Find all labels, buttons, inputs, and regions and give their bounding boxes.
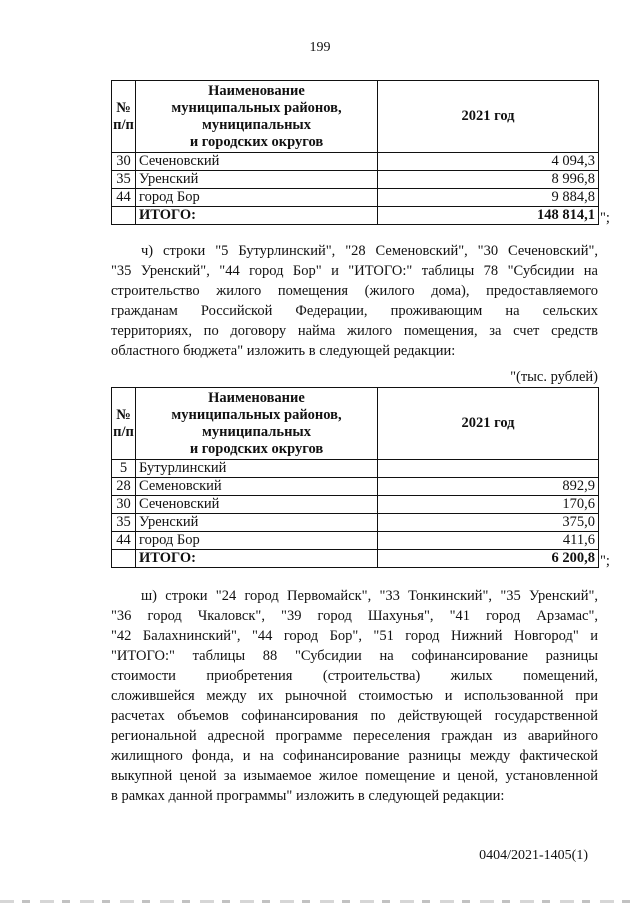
table-row — [112, 478, 599, 496]
row-number: 30 — [112, 153, 136, 171]
paragraph-line: "ИТОГО:" таблицы 88 "Субсидии на софинансирование разницы — [111, 648, 598, 664]
paragraph-line: расчетах объемов софинансирования по действующей государственной — [111, 708, 598, 724]
paragraph-line: сложившейся между их рыночной стоимостью и использованной при — [111, 688, 598, 704]
header-name — [136, 388, 378, 460]
row-value: 4 094,3 — [378, 153, 599, 171]
paragraph-line: в рамках данной программы" изложить в следующей редакции: — [111, 788, 505, 804]
total-row — [112, 550, 599, 568]
row-value: 892,9 — [378, 478, 599, 496]
paragraph-line: "42 Балахнинский", "44 город Бор", "51 город Нижний Новгород" и — [111, 628, 598, 644]
table-row — [112, 189, 599, 207]
total-label: ИТОГО: — [136, 207, 378, 225]
row-number: 44 — [112, 189, 136, 207]
row-number: 30 — [112, 496, 136, 514]
header-no-abbrev: п/п — [113, 423, 134, 440]
header-no-abbrev: п/п — [113, 116, 134, 133]
header-name — [136, 81, 378, 153]
paragraph-sh — [111, 586, 598, 806]
row-number: 28 — [112, 478, 136, 496]
paragraph-line: "36 город Чкаловск", "39 город Шахунья", "41 город Арзамас", — [111, 608, 598, 624]
row-name: Бутурлинский — [136, 460, 378, 478]
total-number-cell — [112, 550, 136, 568]
paragraph-ch — [111, 241, 598, 361]
row-number: 5 — [112, 460, 136, 478]
row-name: город Бор — [136, 532, 378, 550]
row-number: 35 — [112, 514, 136, 532]
paragraph-line: жилищного фонда, и на софинансирование разницы между фактической — [111, 748, 598, 764]
paragraph-line: выкупной ценой за изымаемое жилое помещение и ценой, установленной — [111, 768, 598, 784]
page-number: 199 — [309, 40, 331, 55]
row-name: Семеновский — [136, 478, 378, 496]
header-name-line: Наименование — [208, 389, 305, 406]
subsidy-table-1 — [111, 80, 599, 225]
table-row — [112, 153, 599, 171]
header-no-symbol: № — [116, 99, 131, 116]
total-number-cell — [112, 207, 136, 225]
paragraph-line: областного бюджета" изложить в следующей редакции: — [111, 343, 456, 359]
closing-quote: "; — [600, 553, 610, 569]
header-name-line: Наименование — [208, 82, 305, 99]
paragraph-line: ч) строки "5 Бутурлинский", "28 Семеновский", "30 Сеченовский", — [141, 243, 598, 259]
row-value: 9 884,8 — [378, 189, 599, 207]
scan-edge-artifact — [0, 900, 640, 903]
header-name-line: и городских округов — [189, 440, 324, 457]
row-name: город Бор — [136, 189, 378, 207]
paragraph-line: территориях, по договору найма жилого помещения, за счет средств — [111, 323, 598, 339]
header-name-line: муниципальных районов, — [171, 99, 342, 116]
row-name: Уренский — [136, 514, 378, 532]
paragraph-line: "35 Уренский", "44 город Бор" и "ИТОГО:" таблицы 78 "Субсидии на — [111, 263, 598, 279]
unit-label: "(тыс. рублей) — [510, 369, 598, 385]
row-value: 170,6 — [378, 496, 599, 514]
header-name-line: муниципальных — [201, 116, 311, 133]
row-value: 411,6 — [378, 532, 599, 550]
total-value: 6 200,8 — [378, 550, 599, 568]
row-name: Сеченовский — [136, 153, 378, 171]
header-number — [112, 81, 136, 153]
subsidy-table-2 — [111, 387, 599, 568]
table-header-row — [112, 388, 599, 460]
closing-quote: "; — [600, 210, 610, 226]
table-header-row — [112, 81, 599, 153]
total-row — [112, 207, 599, 225]
header-year: 2021 год — [378, 388, 599, 460]
paragraph-line: региональной адресной программе переселения граждан из аварийного — [111, 728, 598, 744]
table-row — [112, 532, 599, 550]
row-value — [378, 460, 599, 478]
table-row — [112, 496, 599, 514]
table-row — [112, 460, 599, 478]
header-year: 2021 год — [378, 81, 599, 153]
row-name: Уренский — [136, 171, 378, 189]
header-no-symbol: № — [116, 406, 131, 423]
paragraph-line: стоимости приобретения (строительства) жилых помещений, — [111, 668, 598, 684]
row-value: 8 996,8 — [378, 171, 599, 189]
paragraph-line: ш) строки "24 город Первомайск", "33 Тонкинский", "35 Уренский", — [141, 588, 598, 604]
header-name-line: и городских округов — [189, 133, 324, 150]
paragraph-line: гражданам Российской Федерации, проживающим на сельских — [111, 303, 598, 319]
header-number — [112, 388, 136, 460]
row-name: Сеченовский — [136, 496, 378, 514]
header-name-line: муниципальных — [201, 423, 311, 440]
header-name-line: муниципальных районов, — [171, 406, 342, 423]
row-number: 35 — [112, 171, 136, 189]
document-code: 0404/2021-1405(1) — [479, 848, 588, 863]
total-label: ИТОГО: — [136, 550, 378, 568]
paragraph-line: строительство жилого помещения (жилого дома), предоставляемого — [111, 283, 598, 299]
row-value: 375,0 — [378, 514, 599, 532]
row-number: 44 — [112, 532, 136, 550]
table-row — [112, 171, 599, 189]
total-value: 148 814,1 — [378, 207, 599, 225]
table-row — [112, 514, 599, 532]
